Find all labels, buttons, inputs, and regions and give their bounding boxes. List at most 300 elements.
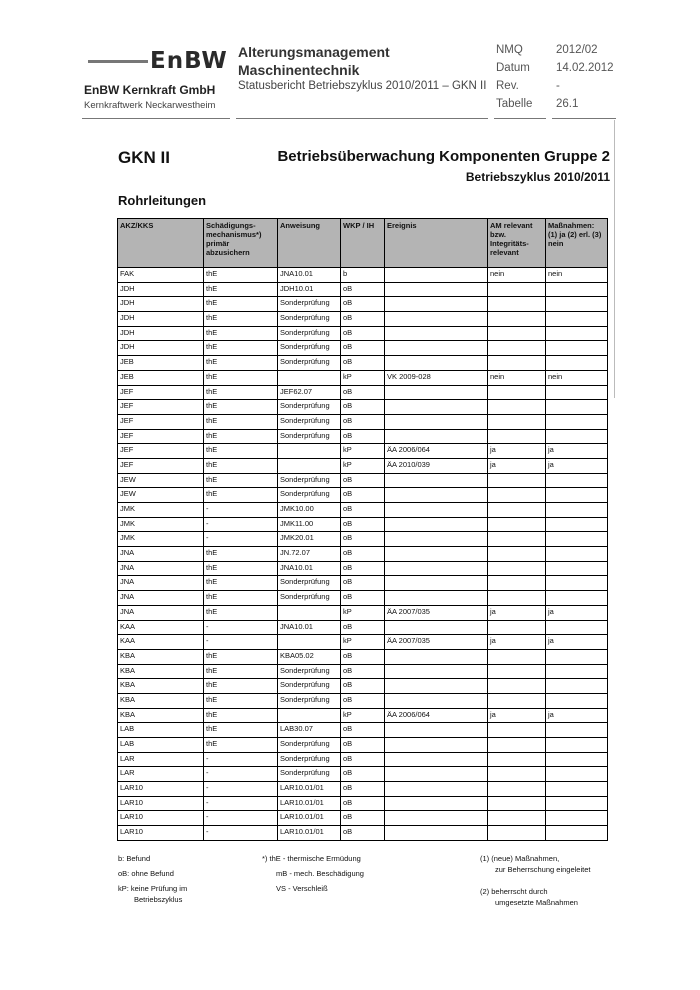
table-cell bbox=[278, 605, 341, 620]
table-cell: KBA05.02 bbox=[278, 649, 341, 664]
table-cell: thE bbox=[204, 488, 278, 503]
table-cell: oB bbox=[341, 591, 385, 606]
table-cell: LAR10.01/01 bbox=[278, 796, 341, 811]
table-body bbox=[118, 268, 608, 841]
table-cell bbox=[546, 341, 608, 356]
legend-item: zur Beherrschung eingeleitet bbox=[495, 865, 591, 874]
table-cell: thE bbox=[204, 385, 278, 400]
table-cell: JNA bbox=[118, 561, 204, 576]
table-cell bbox=[278, 708, 341, 723]
table-row bbox=[118, 400, 608, 415]
table-row bbox=[118, 576, 608, 591]
table-cell bbox=[385, 503, 488, 518]
table-cell bbox=[385, 649, 488, 664]
table-cell: JEW bbox=[118, 488, 204, 503]
table-cell bbox=[488, 429, 546, 444]
column-header: AM relevant bzw. Integritäts-relevant bbox=[488, 219, 546, 268]
table-cell: JNA bbox=[118, 591, 204, 606]
table-row bbox=[118, 297, 608, 312]
table-cell: JDH bbox=[118, 297, 204, 312]
table-cell: JNA bbox=[118, 605, 204, 620]
table-cell bbox=[488, 811, 546, 826]
table-cell bbox=[488, 620, 546, 635]
table-cell bbox=[385, 620, 488, 635]
table-cell: JNA10.01 bbox=[278, 561, 341, 576]
table-cell: LAB30.07 bbox=[278, 723, 341, 738]
table-cell: oB bbox=[341, 473, 385, 488]
table-cell: oB bbox=[341, 752, 385, 767]
table-cell: oB bbox=[341, 561, 385, 576]
table-cell: thE bbox=[204, 693, 278, 708]
table-cell: oB bbox=[341, 341, 385, 356]
table-cell: oB bbox=[341, 414, 385, 429]
table-cell: JEF bbox=[118, 414, 204, 429]
table-cell: oB bbox=[341, 620, 385, 635]
table-cell bbox=[488, 738, 546, 753]
table-cell: - bbox=[204, 620, 278, 635]
table-cell: nein bbox=[546, 370, 608, 385]
table-cell: JMK bbox=[118, 517, 204, 532]
table-cell bbox=[546, 414, 608, 429]
component-table bbox=[117, 218, 608, 841]
table-cell: oB bbox=[341, 400, 385, 415]
table-cell: LAR10.01/01 bbox=[278, 811, 341, 826]
table-cell bbox=[546, 429, 608, 444]
table-cell: oB bbox=[341, 723, 385, 738]
table-cell bbox=[546, 826, 608, 841]
table-cell: thE bbox=[204, 591, 278, 606]
table-cell: thE bbox=[204, 664, 278, 679]
table-cell bbox=[385, 429, 488, 444]
table-cell: Sonderprüfung bbox=[278, 738, 341, 753]
table-cell: JMK10.00 bbox=[278, 503, 341, 518]
table-cell: kP bbox=[341, 458, 385, 473]
table-row bbox=[118, 811, 608, 826]
table-cell: VK 2009-028 bbox=[385, 370, 488, 385]
table-cell bbox=[385, 752, 488, 767]
table-row bbox=[118, 444, 608, 459]
table-cell bbox=[546, 400, 608, 415]
table-cell bbox=[488, 693, 546, 708]
table-row bbox=[118, 429, 608, 444]
legend-status bbox=[118, 853, 187, 905]
table-cell bbox=[385, 414, 488, 429]
table-cell: - bbox=[204, 782, 278, 797]
table-cell: thE bbox=[204, 738, 278, 753]
meta-value-nmq: 2012/02 bbox=[556, 44, 598, 56]
table-cell bbox=[488, 488, 546, 503]
table-cell bbox=[385, 268, 488, 283]
table-cell: thE bbox=[204, 414, 278, 429]
table-cell: JEF62.07 bbox=[278, 385, 341, 400]
table-cell bbox=[546, 561, 608, 576]
table-cell: LAR10 bbox=[118, 826, 204, 841]
table-row bbox=[118, 782, 608, 797]
table-cell: kP bbox=[341, 635, 385, 650]
table-row bbox=[118, 679, 608, 694]
table-cell bbox=[488, 400, 546, 415]
table-cell: kP bbox=[341, 605, 385, 620]
table-row bbox=[118, 268, 608, 283]
table-cell bbox=[546, 312, 608, 327]
table-row bbox=[118, 664, 608, 679]
table-row bbox=[118, 341, 608, 356]
table-cell bbox=[546, 752, 608, 767]
table-cell: JNA bbox=[118, 547, 204, 562]
table-cell bbox=[488, 473, 546, 488]
table-cell bbox=[385, 473, 488, 488]
table-cell: JN.72.07 bbox=[278, 547, 341, 562]
table-cell: LAB bbox=[118, 738, 204, 753]
table-cell: thE bbox=[204, 282, 278, 297]
table-cell bbox=[488, 414, 546, 429]
table-cell bbox=[385, 547, 488, 562]
table-cell: ja bbox=[488, 444, 546, 459]
table-cell: JMK bbox=[118, 503, 204, 518]
table-cell bbox=[546, 767, 608, 782]
table-cell bbox=[488, 326, 546, 341]
table-cell bbox=[278, 458, 341, 473]
table-cell: thE bbox=[204, 679, 278, 694]
legend-item: umgesetzte Maßnahmen bbox=[495, 898, 578, 907]
table-cell: Sonderprüfung bbox=[278, 679, 341, 694]
table-cell: oB bbox=[341, 796, 385, 811]
table-cell: oB bbox=[341, 385, 385, 400]
table-cell: - bbox=[204, 517, 278, 532]
table-cell: LAR10 bbox=[118, 796, 204, 811]
table-cell: oB bbox=[341, 282, 385, 297]
table-cell bbox=[385, 297, 488, 312]
table-cell: oB bbox=[341, 312, 385, 327]
table-cell: KBA bbox=[118, 708, 204, 723]
table-row bbox=[118, 738, 608, 753]
table-cell: - bbox=[204, 796, 278, 811]
table-cell bbox=[488, 547, 546, 562]
table-cell bbox=[488, 767, 546, 782]
meta-label-datum: Datum bbox=[496, 62, 530, 74]
table-cell: LAR bbox=[118, 752, 204, 767]
table-cell bbox=[546, 649, 608, 664]
column-header: Anweisung bbox=[278, 219, 341, 268]
table-cell: thE bbox=[204, 429, 278, 444]
table-cell: thE bbox=[204, 561, 278, 576]
legend-item: *) thE - thermische Ermüdung bbox=[262, 854, 361, 863]
table-cell bbox=[546, 297, 608, 312]
table-cell: - bbox=[204, 811, 278, 826]
table-cell bbox=[488, 826, 546, 841]
table-row bbox=[118, 312, 608, 327]
table-row bbox=[118, 282, 608, 297]
meta-value-datum: 14.02.2012 bbox=[556, 62, 614, 74]
table-cell: ÄA 2006/064 bbox=[385, 708, 488, 723]
table-cell: LAR10.01/01 bbox=[278, 782, 341, 797]
table-cell: b bbox=[341, 268, 385, 283]
table-cell bbox=[385, 385, 488, 400]
table-cell: ÄA 2007/035 bbox=[385, 605, 488, 620]
table-cell: JDH bbox=[118, 282, 204, 297]
legend-item: Betriebszyklus bbox=[134, 895, 183, 904]
table-cell: oB bbox=[341, 767, 385, 782]
table-cell: Sonderprüfung bbox=[278, 693, 341, 708]
table-cell bbox=[385, 738, 488, 753]
table-cell: oB bbox=[341, 782, 385, 797]
legend-item: (1) (neue) Maßnahmen, bbox=[480, 854, 560, 863]
table-row bbox=[118, 752, 608, 767]
column-header: WKP / IH bbox=[341, 219, 385, 268]
table-cell bbox=[385, 664, 488, 679]
table-cell bbox=[385, 782, 488, 797]
table-cell bbox=[385, 723, 488, 738]
table-cell: Sonderprüfung bbox=[278, 297, 341, 312]
column-header: Schädigungs-mechanismus*) primär abzusichern bbox=[204, 219, 278, 268]
table-cell: ja bbox=[546, 458, 608, 473]
table-cell: thE bbox=[204, 444, 278, 459]
table-row bbox=[118, 473, 608, 488]
legend-measures bbox=[480, 853, 590, 908]
table-cell: oB bbox=[341, 826, 385, 841]
table-cell: KBA bbox=[118, 693, 204, 708]
table-cell: KBA bbox=[118, 679, 204, 694]
table-cell: Sonderprüfung bbox=[278, 414, 341, 429]
table-cell bbox=[488, 723, 546, 738]
legend-item: oB: ohne Befund bbox=[118, 869, 174, 878]
table-cell bbox=[546, 782, 608, 797]
table-cell: Sonderprüfung bbox=[278, 591, 341, 606]
table-cell: JEW bbox=[118, 473, 204, 488]
table-cell: JMK11.00 bbox=[278, 517, 341, 532]
table-row bbox=[118, 326, 608, 341]
table-cell bbox=[278, 635, 341, 650]
table-cell: ÄA 2006/064 bbox=[385, 444, 488, 459]
table-cell bbox=[278, 370, 341, 385]
table-cell: Sonderprüfung bbox=[278, 767, 341, 782]
table-cell: kP bbox=[341, 444, 385, 459]
section-title: Rohrleitungen bbox=[118, 193, 207, 208]
table-row bbox=[118, 605, 608, 620]
document-subtitle: Statusbericht Betriebszyklus 2010/2011 – GKN II bbox=[238, 80, 487, 92]
column-header: AKZ/KKS bbox=[118, 219, 204, 268]
table-cell: JEB bbox=[118, 356, 204, 371]
table-cell: oB bbox=[341, 679, 385, 694]
table-cell: ja bbox=[546, 605, 608, 620]
table-cell bbox=[385, 693, 488, 708]
header-rule bbox=[82, 118, 230, 119]
table-cell: thE bbox=[204, 356, 278, 371]
table-cell: JDH10.01 bbox=[278, 282, 341, 297]
table-cell bbox=[385, 591, 488, 606]
table-cell: ja bbox=[488, 708, 546, 723]
table-row bbox=[118, 767, 608, 782]
table-row bbox=[118, 723, 608, 738]
header-rule bbox=[236, 118, 488, 119]
table-cell: thE bbox=[204, 605, 278, 620]
table-cell: JEF bbox=[118, 444, 204, 459]
table-row bbox=[118, 414, 608, 429]
table-cell: thE bbox=[204, 370, 278, 385]
table-cell: thE bbox=[204, 649, 278, 664]
table-cell: oB bbox=[341, 356, 385, 371]
table-cell: thE bbox=[204, 312, 278, 327]
company-name: EnBW Kernkraft GmbH bbox=[84, 83, 216, 97]
table-cell bbox=[546, 385, 608, 400]
table-cell bbox=[385, 282, 488, 297]
table-row bbox=[118, 503, 608, 518]
table-cell bbox=[385, 400, 488, 415]
table-row bbox=[118, 591, 608, 606]
table-cell bbox=[488, 679, 546, 694]
meta-value-rev: - bbox=[556, 80, 560, 92]
table-cell: JDH bbox=[118, 341, 204, 356]
table-cell bbox=[546, 356, 608, 371]
table-cell bbox=[546, 576, 608, 591]
table-cell: JNA bbox=[118, 576, 204, 591]
table-cell bbox=[546, 664, 608, 679]
table-cell: ja bbox=[546, 635, 608, 650]
table-row bbox=[118, 796, 608, 811]
table-cell: ja bbox=[488, 458, 546, 473]
table-row bbox=[118, 693, 608, 708]
table-cell bbox=[385, 796, 488, 811]
header-rule bbox=[552, 118, 616, 119]
legend-item: VS - Verschleiß bbox=[276, 884, 328, 893]
table-cell: thE bbox=[204, 297, 278, 312]
table-cell: ja bbox=[488, 605, 546, 620]
table-row bbox=[118, 488, 608, 503]
table-cell bbox=[488, 532, 546, 547]
legend-item: (2) beherrscht durch bbox=[480, 887, 548, 896]
table-cell: thE bbox=[204, 547, 278, 562]
legend-item: kP: keine Prüfung im bbox=[118, 884, 188, 893]
table-cell: Sonderprüfung bbox=[278, 341, 341, 356]
table-row bbox=[118, 458, 608, 473]
table-cell: Sonderprüfung bbox=[278, 356, 341, 371]
table-cell: ja bbox=[546, 708, 608, 723]
table-cell: Sonderprüfung bbox=[278, 312, 341, 327]
meta-label-tabelle: Tabelle bbox=[496, 98, 533, 110]
table-cell bbox=[488, 664, 546, 679]
table-cell bbox=[385, 679, 488, 694]
table-cell: - bbox=[204, 826, 278, 841]
table-cell: Sonderprüfung bbox=[278, 400, 341, 415]
table-cell: thE bbox=[204, 326, 278, 341]
table-cell: LAR10 bbox=[118, 811, 204, 826]
meta-value-tabelle: 26.1 bbox=[556, 98, 579, 110]
table-cell bbox=[546, 620, 608, 635]
table-cell: Sonderprüfung bbox=[278, 473, 341, 488]
table-cell bbox=[488, 576, 546, 591]
table-cell: JEF bbox=[118, 429, 204, 444]
header-rule bbox=[494, 118, 546, 119]
table-cell bbox=[385, 826, 488, 841]
table-cell: kP bbox=[341, 708, 385, 723]
legend-item: mB - mech. Beschädigung bbox=[276, 869, 364, 878]
table-cell: oB bbox=[341, 503, 385, 518]
table-cell bbox=[488, 796, 546, 811]
table-cell bbox=[488, 356, 546, 371]
table-cell: JEF bbox=[118, 458, 204, 473]
table-cell bbox=[546, 282, 608, 297]
table-cell bbox=[546, 473, 608, 488]
table-cell bbox=[488, 312, 546, 327]
table-cell bbox=[488, 517, 546, 532]
column-header: Ereignis bbox=[385, 219, 488, 268]
table-cell bbox=[488, 752, 546, 767]
table-row bbox=[118, 385, 608, 400]
table-cell: KAA bbox=[118, 635, 204, 650]
table-cell: Sonderprüfung bbox=[278, 752, 341, 767]
table-cell bbox=[385, 488, 488, 503]
table-cell: KBA bbox=[118, 649, 204, 664]
meta-label-nmq: NMQ bbox=[496, 44, 523, 56]
table-row bbox=[118, 620, 608, 635]
table-cell: thE bbox=[204, 400, 278, 415]
table-cell: Sonderprüfung bbox=[278, 429, 341, 444]
table-cell: Sonderprüfung bbox=[278, 488, 341, 503]
table-row bbox=[118, 370, 608, 385]
table-cell: JDH bbox=[118, 312, 204, 327]
table-row bbox=[118, 561, 608, 576]
table-cell bbox=[546, 488, 608, 503]
table-cell: KBA bbox=[118, 664, 204, 679]
table-cell: ÄA 2007/035 bbox=[385, 635, 488, 650]
page-title: Betriebsüberwachung Komponenten Gruppe 2 bbox=[277, 148, 610, 165]
table-cell bbox=[546, 738, 608, 753]
table-row bbox=[118, 649, 608, 664]
operating-cycle: Betriebszyklus 2010/2011 bbox=[465, 170, 610, 184]
column-header: Maßnahmen: (1) ja (2) erl. (3) nein bbox=[546, 219, 608, 268]
table-cell bbox=[488, 649, 546, 664]
table-cell bbox=[546, 517, 608, 532]
meta-label-rev: Rev. bbox=[496, 80, 519, 92]
table-cell bbox=[488, 503, 546, 518]
table-cell: LAR10.01/01 bbox=[278, 826, 341, 841]
legend-mechanisms bbox=[262, 853, 364, 894]
table-cell: oB bbox=[341, 811, 385, 826]
table-cell bbox=[546, 796, 608, 811]
table-cell: - bbox=[204, 752, 278, 767]
table-cell: LAB bbox=[118, 723, 204, 738]
table-cell bbox=[385, 767, 488, 782]
table-cell bbox=[546, 723, 608, 738]
table-cell: oB bbox=[341, 488, 385, 503]
table-cell bbox=[488, 341, 546, 356]
table-cell bbox=[546, 693, 608, 708]
table-row bbox=[118, 826, 608, 841]
table-cell: KAA bbox=[118, 620, 204, 635]
table-row bbox=[118, 708, 608, 723]
table-cell bbox=[385, 532, 488, 547]
table-cell: oB bbox=[341, 547, 385, 562]
table-cell: JEF bbox=[118, 400, 204, 415]
table-row bbox=[118, 532, 608, 547]
plant-name: Kernkraftwerk Neckarwestheim bbox=[84, 100, 216, 111]
table-cell bbox=[385, 341, 488, 356]
table-cell: nein bbox=[488, 370, 546, 385]
table-cell: thE bbox=[204, 473, 278, 488]
table-cell: FAK bbox=[118, 268, 204, 283]
table-row bbox=[118, 547, 608, 562]
table-cell: oB bbox=[341, 664, 385, 679]
table-cell: LAR10 bbox=[118, 782, 204, 797]
table-cell: nein bbox=[546, 268, 608, 283]
table-cell: oB bbox=[341, 326, 385, 341]
table-cell: Sonderprüfung bbox=[278, 326, 341, 341]
document-title-line1: Alterungsmanagement bbox=[238, 44, 390, 60]
table-cell: kP bbox=[341, 370, 385, 385]
table-cell bbox=[385, 326, 488, 341]
table-cell: JMK20.01 bbox=[278, 532, 341, 547]
logo-line bbox=[88, 60, 148, 63]
